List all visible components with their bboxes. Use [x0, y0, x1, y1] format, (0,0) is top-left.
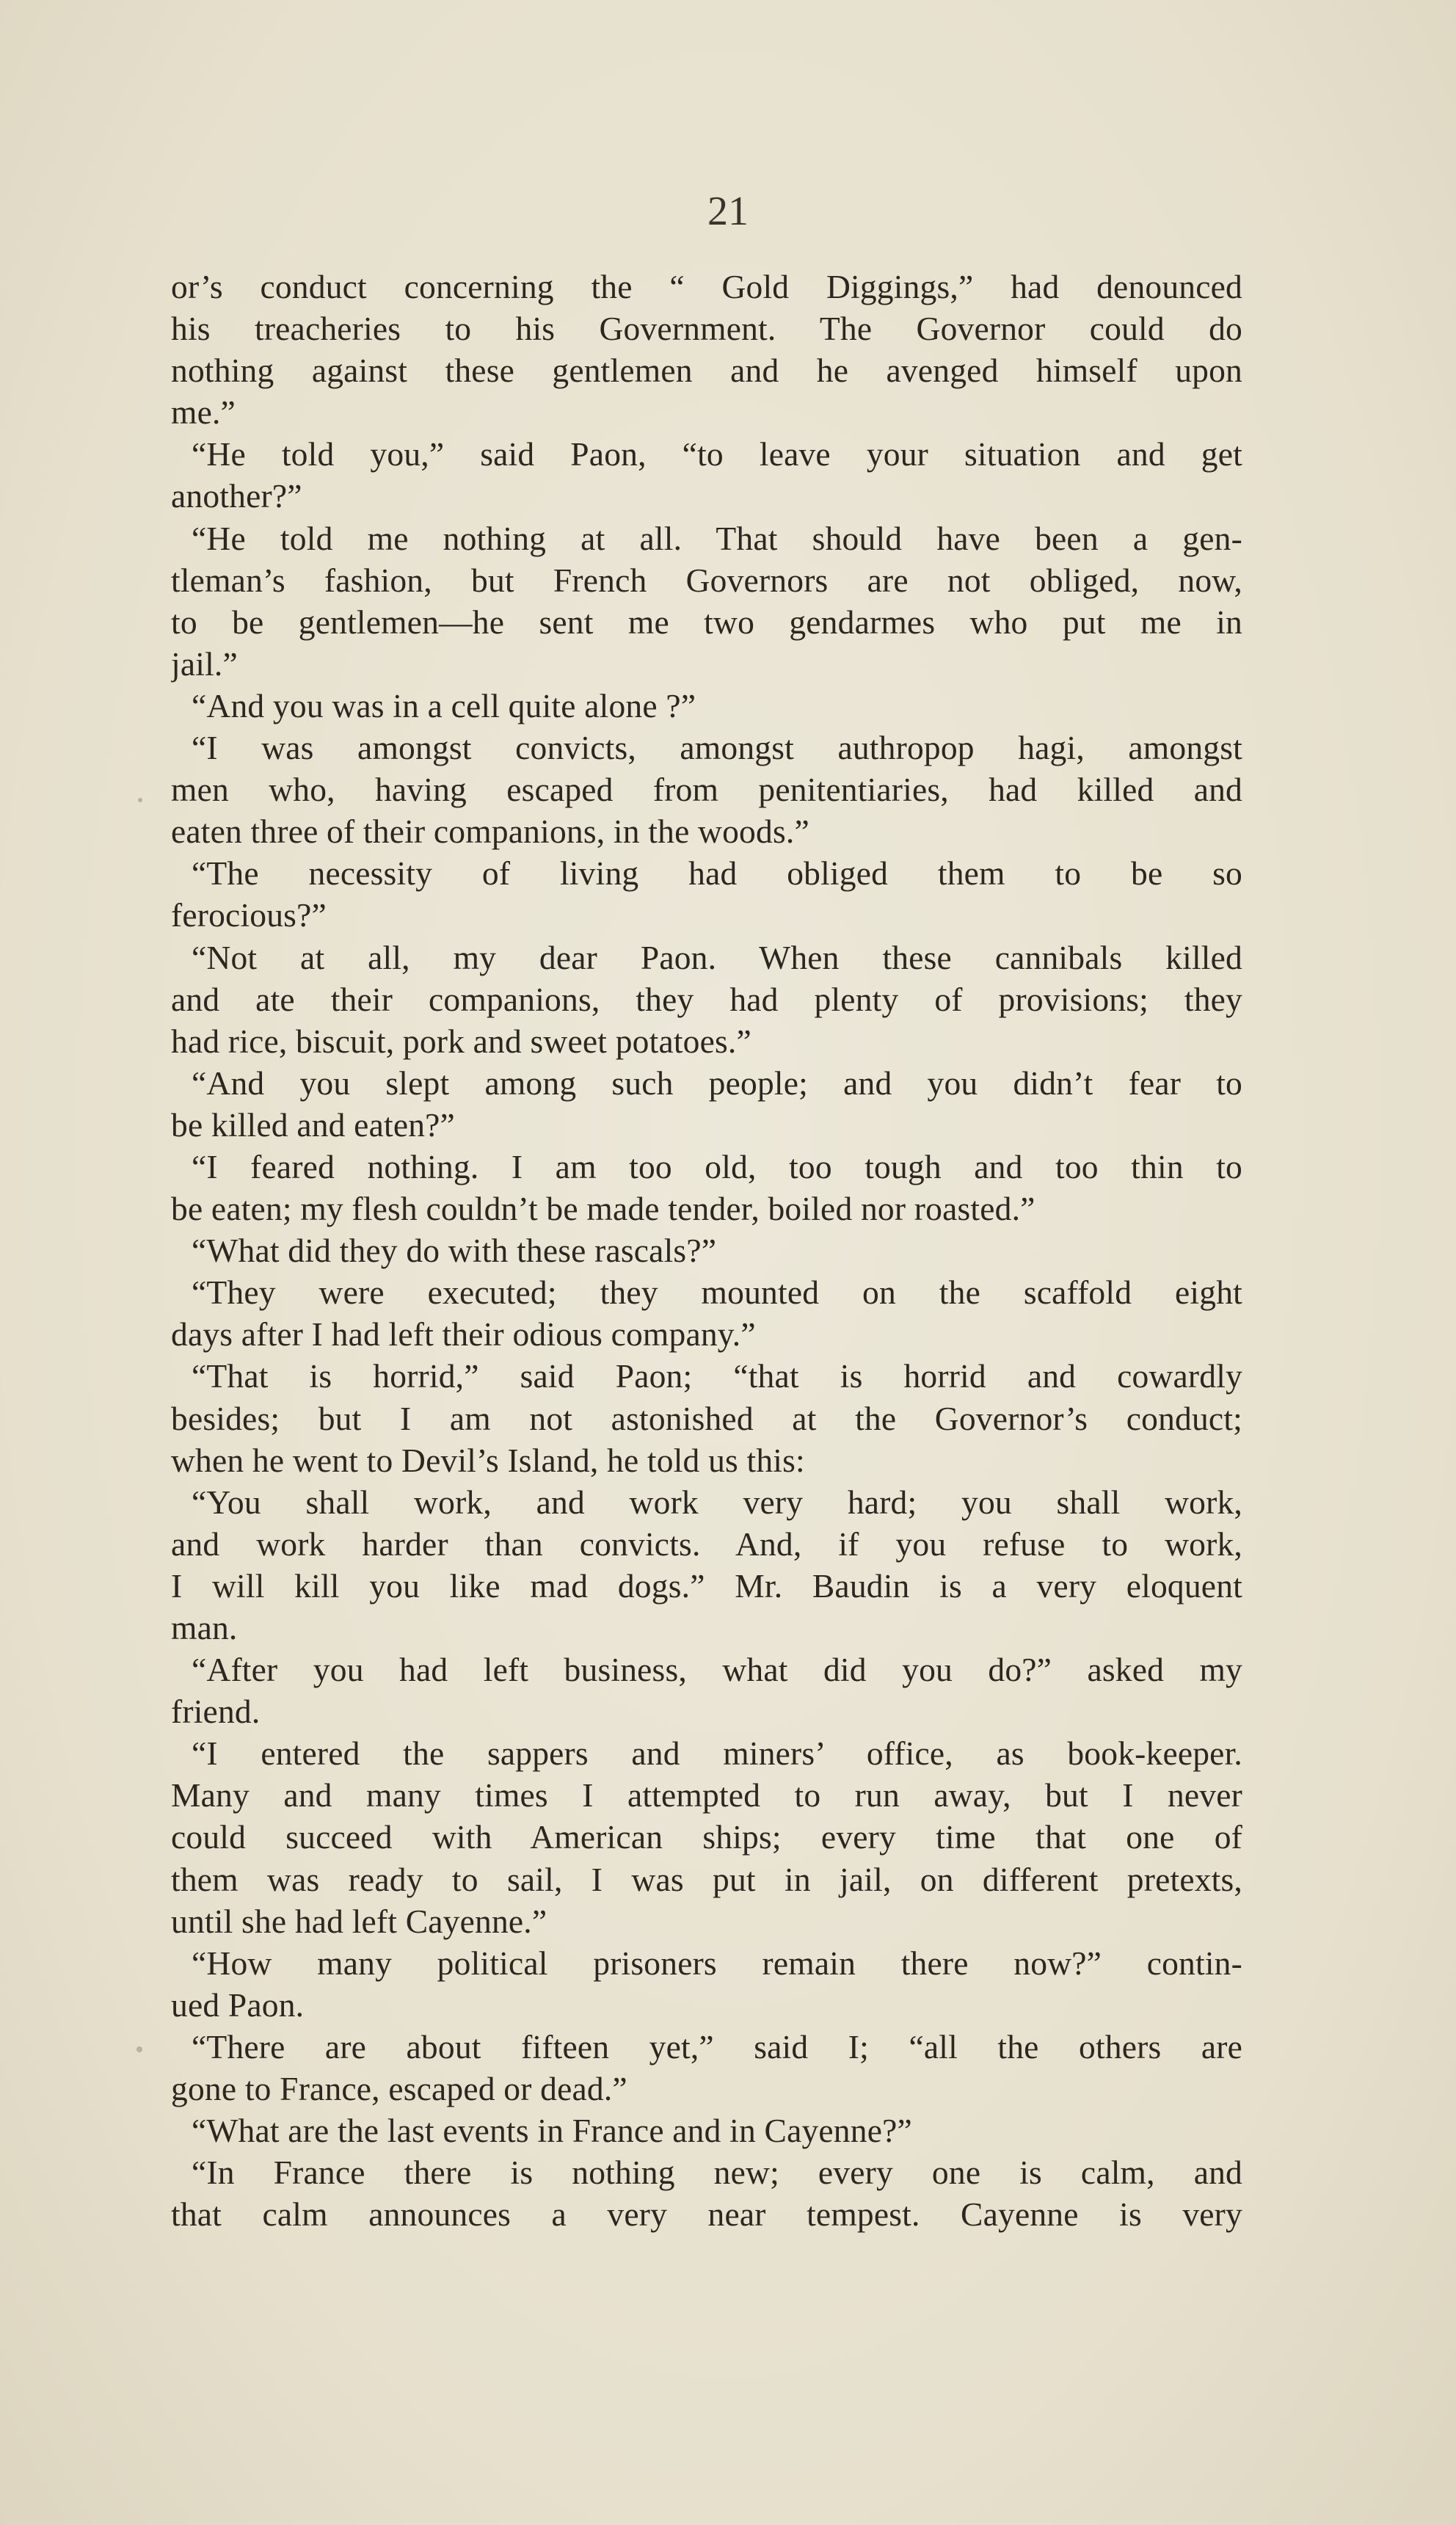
- text-line: “The necessity of living had obliged them to be so: [192, 854, 1242, 893]
- text-line: friend.: [171, 1693, 261, 1731]
- text-line: be killed and eaten?”: [171, 1105, 455, 1144]
- text-line: “How many political prisoners remain there now?” contin-: [192, 1944, 1242, 1982]
- print-speck: [136, 2046, 142, 2052]
- text-line: jail.”: [171, 644, 238, 683]
- text-line: Many and many times I attempted to run away, but I never: [171, 1776, 1242, 1814]
- text-line: be eaten; my flesh couldn’t be made tender, boiled nor roasted.”: [171, 1190, 1035, 1228]
- body-text: [171, 266, 1242, 2235]
- text-line: or’s conduct concerning the “ Gold Diggings,” had denounced: [171, 268, 1242, 305]
- text-line: man.: [171, 1609, 238, 1646]
- text-line: “He told me nothing at all. That should have been a gen-: [192, 519, 1242, 557]
- text-line: “You shall work, and work very hard; you shall work,: [192, 1483, 1242, 1521]
- text-line: me.”: [171, 393, 236, 432]
- text-line: “After you had left business, what did you do?” asked my: [192, 1651, 1242, 1689]
- text-line: nothing against these gentlemen and he avenged himself upon: [171, 352, 1242, 390]
- text-line: gone to France, escaped or dead.”: [171, 2070, 627, 2108]
- text-line: until she had left Cayenne.”: [171, 1902, 547, 1940]
- page-number: 21: [707, 189, 749, 234]
- text-line: them was ready to sail, I was put in jail, on different pretexts,: [171, 1860, 1242, 1898]
- text-line: ferocious?”: [171, 896, 327, 934]
- text-line: “What are the last events in France and in Cayenne?”: [192, 2112, 912, 2150]
- text-line: had rice, biscuit, pork and sweet potatoes.”: [171, 1022, 751, 1060]
- text-line: that calm announces a very near tempest. Cayenne is very: [171, 2195, 1242, 2234]
- text-line: days after I had left their odious company.”: [171, 1315, 756, 1354]
- text-line: “And you slept among such people; and you didn’t fear to: [192, 1064, 1242, 1102]
- text-line: to be gentlemen—he sent me two gendarmes who put me in: [171, 603, 1242, 641]
- text-line: his treacheries to his Government. The Governor could do: [171, 310, 1242, 348]
- print-speck: [138, 798, 142, 802]
- text-line: and ate their companions, they had plenty of provisions; they: [171, 980, 1242, 1018]
- text-line: “What did they do with these rascals?”: [192, 1232, 717, 1270]
- text-line: “I was amongst convicts, amongst authropop hagi, amongst: [192, 729, 1242, 767]
- text-line: eaten three of their companions, in the woods.”: [171, 813, 809, 851]
- text-line: I will kill you like mad dogs.” Mr. Baudin is a very eloquent: [171, 1566, 1242, 1605]
- text-line: “He told you,” said Paon, “to leave your situation and get: [192, 435, 1242, 473]
- text-line: “I feared nothing. I am too old, too tough and too thin to: [192, 1147, 1242, 1185]
- text-line: ued Paon.: [171, 1986, 305, 2024]
- text-line: could succeed with American ships; every time that one of: [171, 1818, 1242, 1856]
- text-line: “They were executed; they mounted on the scaffold eight: [192, 1274, 1242, 1312]
- text-line: tleman’s fashion, but French Governors are not obliged, now,: [171, 561, 1242, 599]
- text-line: “That is horrid,” said Paon; “that is horrid and cowardly: [192, 1357, 1242, 1395]
- text-line: “I entered the sappers and miners’ office, as book-keeper.: [192, 1734, 1242, 1773]
- text-line: besides; but I am not astonished at the Governor’s conduct;: [171, 1399, 1242, 1437]
- text-line: “In France there is nothing new; every one is calm, and: [192, 2154, 1242, 2192]
- text-line: “Not at all, my dear Paon. When these cannibals killed: [192, 938, 1242, 976]
- text-line: “And you was in a cell quite alone ?”: [192, 686, 696, 724]
- text-line: when he went to Devil’s Island, he told us this:: [171, 1441, 805, 1479]
- text-line: “There are about fifteen yet,” said I; “all the others are: [192, 2027, 1242, 2066]
- text-line: men who, having escaped from penitentiaries, had killed and: [171, 771, 1242, 809]
- text-line: another?”: [171, 477, 302, 515]
- text-line: and work harder than convicts. And, if you refuse to work,: [171, 1525, 1242, 1563]
